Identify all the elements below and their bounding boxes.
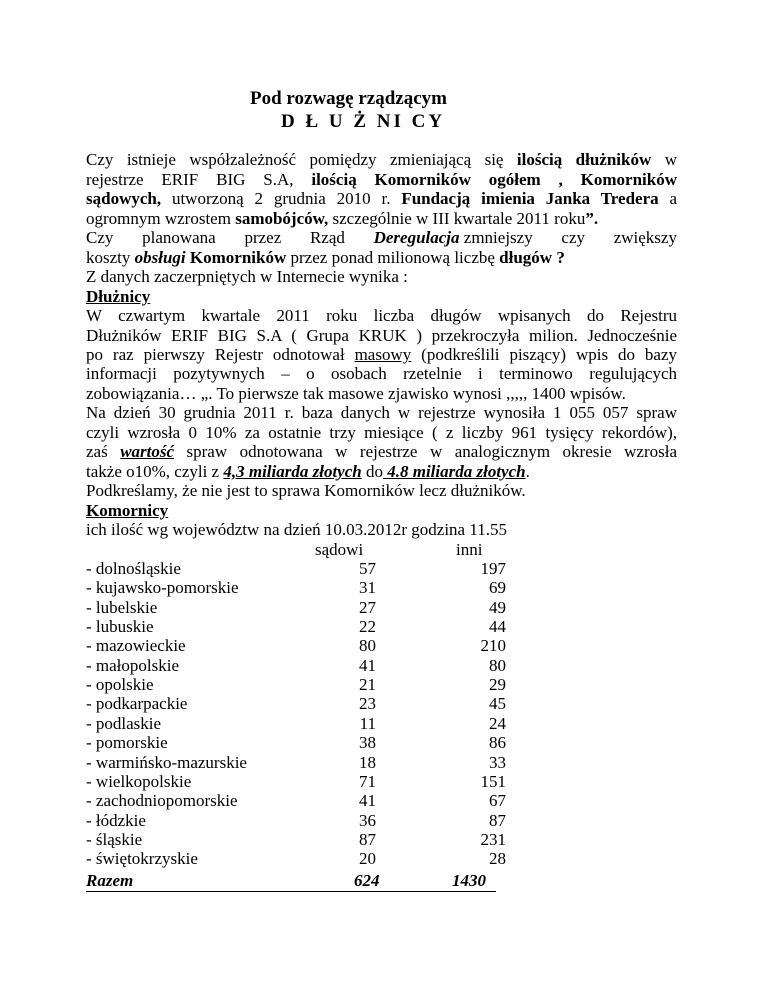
document-title-line2: D Ł U Ż NI CY <box>281 111 446 132</box>
debtors-line-7: czyli wzrosła 0 10% za ostatnie trzy miesiące ( z liczby 961 tysięcy rekordów), <box>86 423 677 442</box>
table-row <box>86 849 506 868</box>
table-row <box>86 617 506 636</box>
count-sadowi: 22 <box>359 617 376 637</box>
count-inni: 49 <box>489 597 506 617</box>
intro-line-6: koszty obsługi Komorników przez ponad milionową liczbę długów ? <box>86 248 565 267</box>
count-inni: 69 <box>489 578 506 598</box>
region-name: - łódzkie <box>86 810 146 830</box>
count-inni: 24 <box>489 713 506 733</box>
intro-line-2: rejestrze ERIF BIG S.A, ilością Komorników ogółem , Komorników <box>86 170 677 189</box>
count-inni: 231 <box>480 829 506 849</box>
count-inni: 87 <box>489 810 506 830</box>
intro-line-5: Czy planowana przez Rząd Deregulacja zmniejszy czy zwiększy <box>86 228 677 247</box>
region-name: - świętokrzyskie <box>86 849 198 869</box>
debtors-line-1: W czwartym kwartale 2011 roku liczba długów wpisanych do Rejestru <box>86 306 677 325</box>
count-inni: 197 <box>480 559 506 578</box>
column-header-sadowi: sądowi <box>315 540 364 559</box>
intro-line-4: ogromnym wzrostem samobójców, szczególnie w III kwartale 2011 roku”. <box>86 209 599 228</box>
count-sadowi: 80 <box>359 636 376 656</box>
region-name: - pomorskie <box>86 733 168 753</box>
region-name: - podlaskie <box>86 713 162 733</box>
region-name: - zachodniopomorskie <box>86 791 238 811</box>
debtors-line-2: Dłużników ERIF BIG S.A ( Grupa KRUK ) przekroczyła milion. Jednocześnie <box>86 326 677 345</box>
table-row <box>86 811 506 830</box>
debtors-line-9: także o10%, czyli z 4,3 miliarda złotych do 4.8 miliarda złotych. <box>86 462 530 481</box>
section-heading-debtors: Dłużnicy <box>86 287 151 306</box>
count-sadowi: 41 <box>359 655 376 675</box>
debtors-line-4: informacji pozytywnych – o osobach rzetelnie i terminowo regulujących <box>86 364 677 383</box>
table-row <box>86 733 506 752</box>
count-sadowi: 31 <box>359 578 376 598</box>
total-sadowi: 624 <box>354 871 380 890</box>
region-name: - lubuskie <box>86 617 154 637</box>
count-sadowi: 71 <box>359 771 376 791</box>
intro-line-3: sądowych, utworzoną 2 grudnia 2010 r. Fundacją imienia Janka Tredera a <box>86 189 677 208</box>
region-name: - małopolskie <box>86 655 180 675</box>
table-row <box>86 714 506 733</box>
bailiffs-subtitle: ich ilość wg województw na dzień 10.03.2012r godzina 11.55 <box>86 520 507 539</box>
table-row <box>86 578 506 597</box>
table-row <box>86 559 506 578</box>
column-header-inni: inni <box>456 540 483 559</box>
count-sadowi: 21 <box>359 675 376 695</box>
count-sadowi: 36 <box>359 810 376 830</box>
region-name: - dolnośląskie <box>86 559 181 578</box>
total-label: Razem <box>86 871 134 890</box>
table-row <box>86 772 506 791</box>
region-name: - podkarpackie <box>86 694 188 714</box>
count-inni: 29 <box>489 675 506 695</box>
table-row <box>86 656 506 675</box>
table-row <box>86 636 506 655</box>
count-inni: 210 <box>480 636 506 656</box>
count-sadowi: 41 <box>359 791 376 811</box>
count-sadowi: 27 <box>359 597 376 617</box>
count-inni: 28 <box>489 849 506 869</box>
table-row <box>86 830 506 849</box>
intro-line-7: Z danych zaczerpniętych w Internecie wynika : <box>86 267 408 286</box>
count-inni: 151 <box>480 771 506 791</box>
count-sadowi: 18 <box>359 752 376 772</box>
debtors-line-6: Na dzień 30 grudnia 2011 r. baza danych w rejestrze wynosiła 1 055 057 spraw <box>86 403 677 422</box>
region-name: - śląskie <box>86 829 143 849</box>
debtors-line-8: zaś wartość spraw odnotowana w rejestrze w analogicznym okresie wzrosła <box>86 442 677 461</box>
document-title: Pod rozwagę rządzącym <box>250 88 447 109</box>
count-inni: 80 <box>489 655 506 675</box>
region-name: - warmińsko-mazurskie <box>86 752 247 772</box>
region-name: - lubelskie <box>86 597 158 617</box>
table-row <box>86 598 506 617</box>
total-inni: 1430 <box>452 871 486 890</box>
debtors-line-3: po raz pierwszy Rejestr odnotował masowy (podkreślili piszący) wpis do bazy <box>86 345 677 364</box>
table-row <box>86 791 506 810</box>
count-sadowi: 20 <box>359 849 376 869</box>
count-inni: 33 <box>489 752 506 772</box>
count-inni: 44 <box>489 617 506 637</box>
count-sadowi: 38 <box>359 733 376 753</box>
count-inni: 67 <box>489 791 506 811</box>
section-heading-bailiffs: Komornicy <box>86 501 169 520</box>
count-inni: 45 <box>489 694 506 714</box>
table-row <box>86 675 506 694</box>
region-name: - wielkopolskie <box>86 771 192 791</box>
count-sadowi: 87 <box>359 829 376 849</box>
count-inni: 86 <box>489 733 506 753</box>
table-row <box>86 753 506 772</box>
count-sadowi: 23 <box>359 694 376 714</box>
total-row <box>86 871 496 892</box>
table-row <box>86 694 506 713</box>
debtors-line-5: zobowiązania… „. To pierwsze tak masowe zjawisko wynosi ,,,,, 1400 wpisów. <box>86 384 626 403</box>
debtors-line-10: Podkreślamy, że nie jest to sprawa Komorników lecz dłużników. <box>86 481 526 500</box>
region-name: - mazowieckie <box>86 636 186 656</box>
count-sadowi: 11 <box>359 713 376 733</box>
count-sadowi: 57 <box>359 559 376 578</box>
region-name: - opolskie <box>86 675 154 695</box>
region-name: - kujawsko-pomorskie <box>86 578 239 598</box>
intro-line-1: Czy istnieje współzależność pomiędzy zmieniającą się ilością dłużników w <box>86 150 677 169</box>
